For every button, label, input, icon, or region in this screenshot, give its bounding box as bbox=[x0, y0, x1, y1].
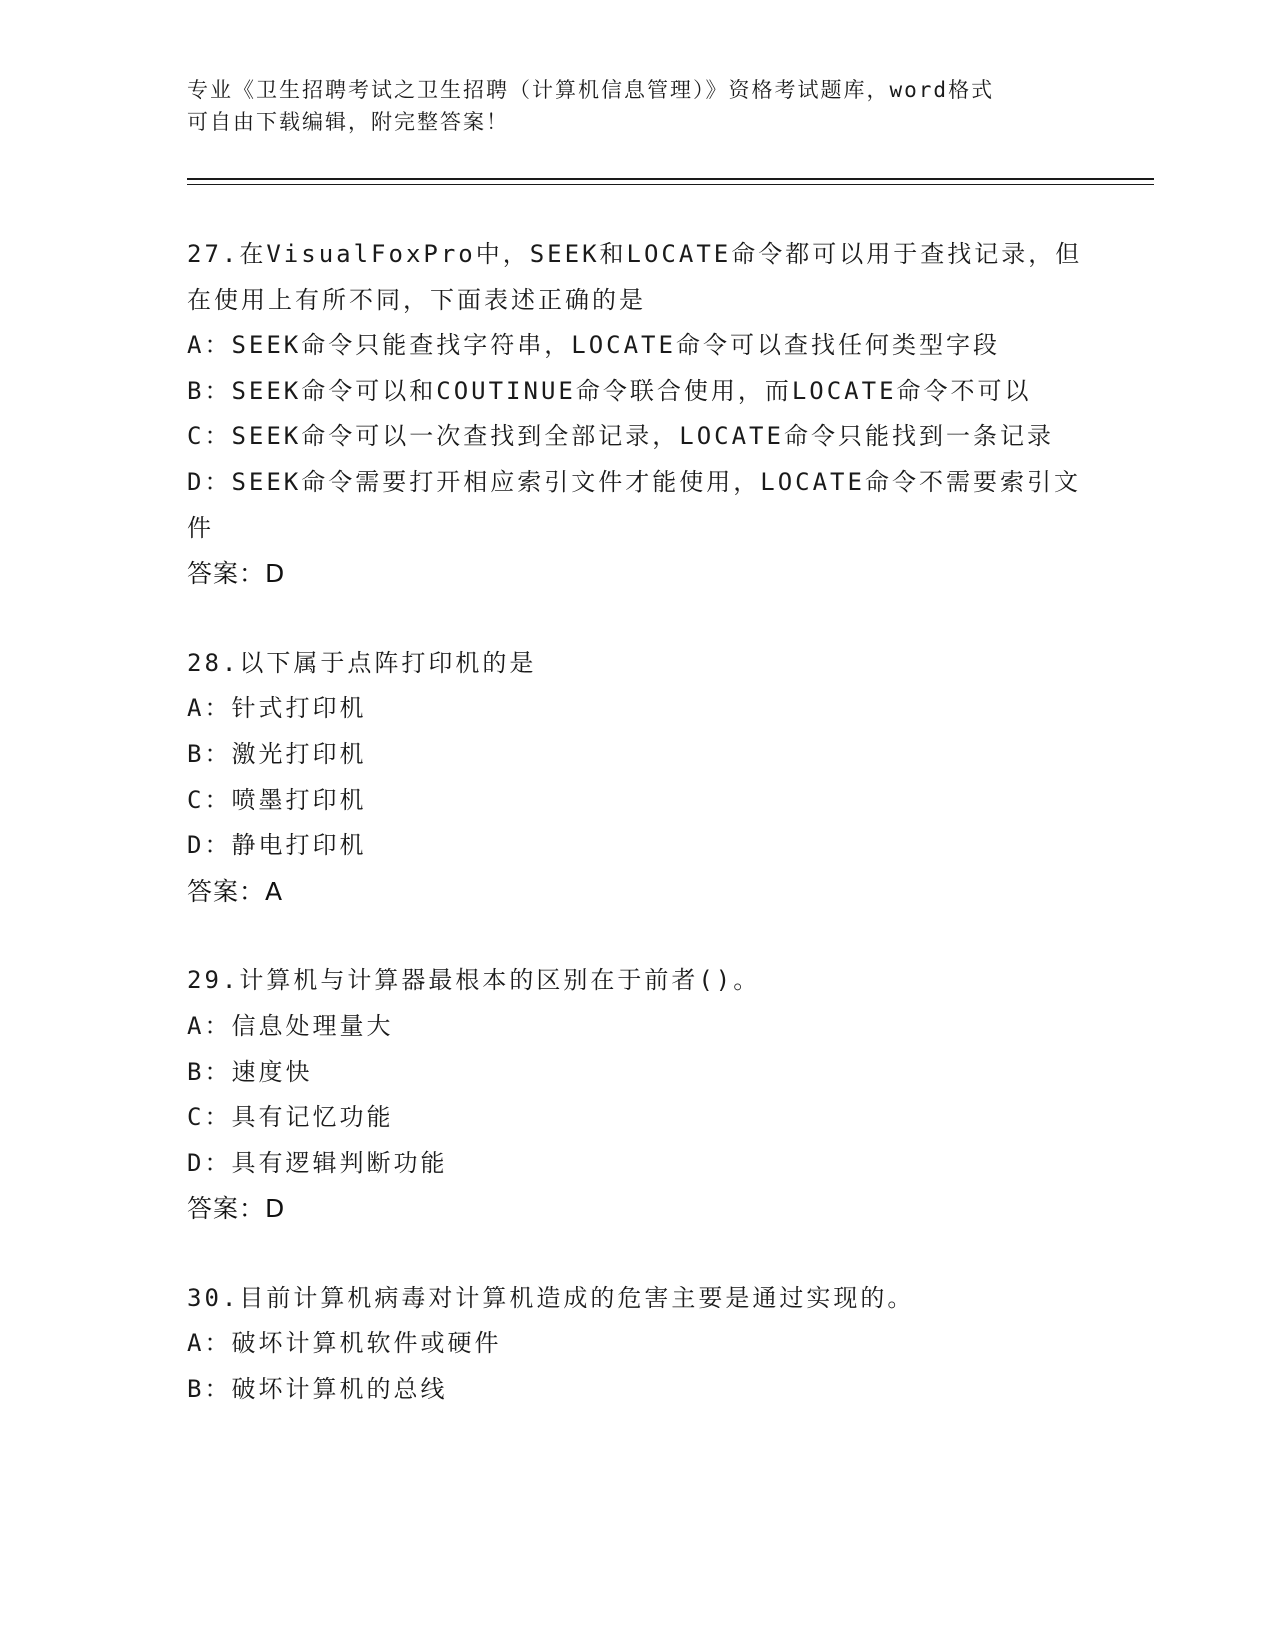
option-a: A：针式打印机 bbox=[187, 694, 367, 723]
option-c: C：具有记忆功能 bbox=[187, 1103, 394, 1132]
header-line-1: 专业《卫生招聘考试之卫生招聘（计算机信息管理）》资格考试题库，word格式 bbox=[187, 78, 995, 102]
header-line-2: 可自由下载编辑，附完整答案！ bbox=[187, 110, 509, 134]
option-b: B：激光打印机 bbox=[187, 739, 367, 768]
option-d: D：具有逻辑判断功能 bbox=[187, 1148, 448, 1177]
option-d: D：SEEK命令需要打开相应索引文件才能使用，LOCATE命令不需要索引文件 bbox=[187, 467, 1081, 542]
question-stem: 29.计算机与计算器最根本的区别在于前者()。 bbox=[187, 966, 761, 995]
question-stem: 30.目前计算机病毒对计算机造成的危害主要是通过实现的。 bbox=[187, 1283, 915, 1312]
option-a: A：SEEK命令只能查找字符串，LOCATE命令可以查找任何类型字段 bbox=[187, 331, 1000, 360]
option-b: B：速度快 bbox=[187, 1057, 313, 1086]
document-header bbox=[187, 74, 1067, 138]
option-b: B：破坏计算机的总线 bbox=[187, 1375, 448, 1404]
header-divider-thick bbox=[187, 178, 1154, 180]
option-a: A：信息处理量大 bbox=[187, 1011, 394, 1040]
question-stem: 27.在VisualFoxPro中，SEEK和LOCATE命令都可以用于查找记录，但在使用上有所不同，下面表述正确的是 bbox=[187, 240, 1083, 314]
question-28 bbox=[187, 641, 1087, 915]
question-stem: 28.以下属于点阵打印机的是 bbox=[187, 648, 537, 677]
answer-text: 答案：A bbox=[187, 876, 284, 906]
answer-text: 答案：D bbox=[187, 1194, 286, 1224]
header-divider-thin bbox=[187, 184, 1154, 185]
option-a: A：破坏计算机软件或硬件 bbox=[187, 1329, 502, 1358]
question-29 bbox=[187, 958, 1087, 1232]
question-list bbox=[187, 232, 1087, 1457]
question-27 bbox=[187, 232, 1087, 597]
option-d: D：静电打印机 bbox=[187, 831, 367, 860]
answer-text: 答案：D bbox=[187, 559, 286, 589]
question-30 bbox=[187, 1276, 1087, 1413]
option-c: C：SEEK命令可以一次查找到全部记录，LOCATE命令只能找到一条记录 bbox=[187, 422, 1054, 451]
option-b: B：SEEK命令可以和COUTINUE命令联合使用，而LOCATE命令不可以 bbox=[187, 376, 1032, 405]
option-c: C：喷墨打印机 bbox=[187, 785, 367, 814]
